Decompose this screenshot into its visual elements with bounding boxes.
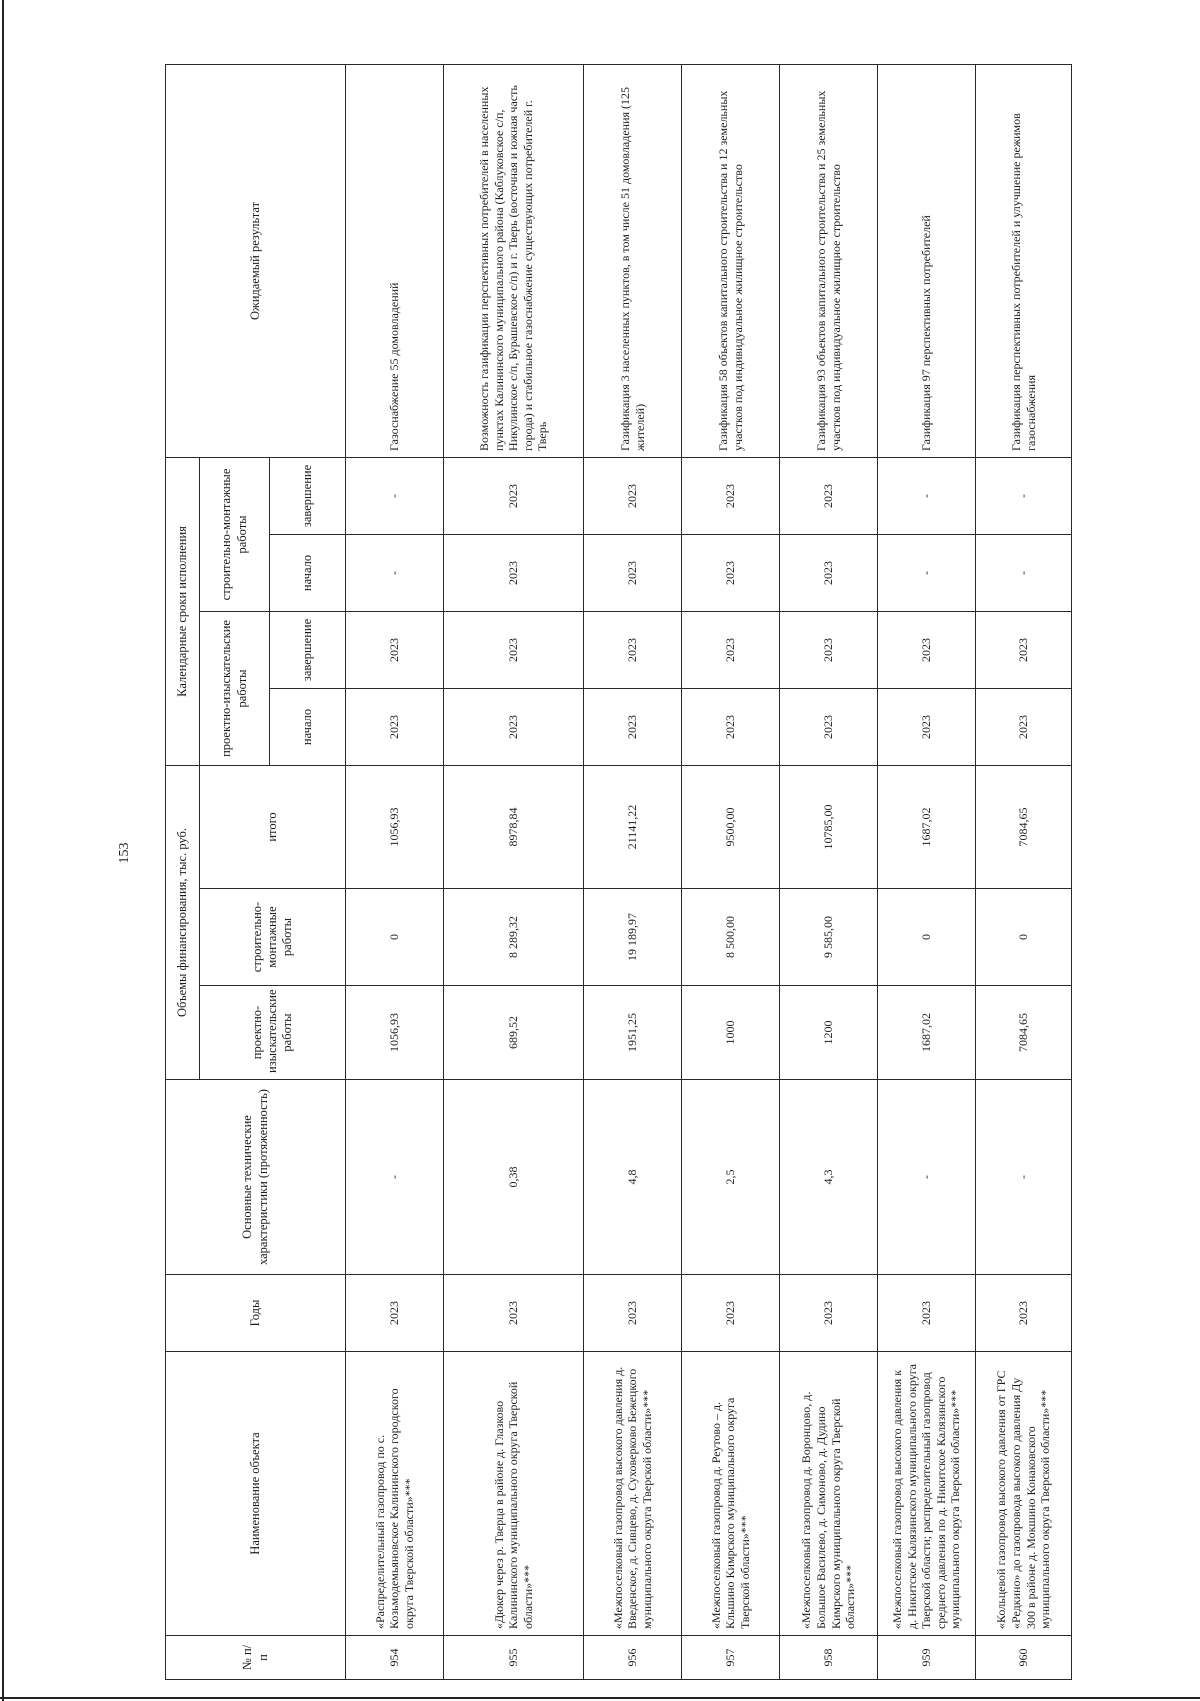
design-cost-cell: 7084,65 <box>976 986 1072 1080</box>
page-number: 153 <box>117 842 132 864</box>
header-object-name: Наименование объекта <box>166 1352 346 1636</box>
scan-edge-bottom <box>0 1697 1200 1699</box>
construction-start-cell: 2023 <box>780 534 878 611</box>
header-design-start: начало <box>270 688 346 765</box>
row-number: 954 <box>346 1636 444 1680</box>
table-row <box>878 64 976 1679</box>
spec-cell: - <box>346 1080 444 1275</box>
total-cost-cell: 9500,00 <box>682 765 780 888</box>
total-cost-cell: 8978,84 <box>444 765 584 888</box>
construction-cost-cell: 0 <box>878 889 976 986</box>
expected-result-cell: Газоснабжение 55 домовладений <box>346 64 444 457</box>
design-end-cell: 2023 <box>682 611 780 688</box>
header-calendar-schedule: Календарные сроки исполнения <box>166 457 200 765</box>
object-name: «Дюкер через р. Тверца в районе д. Глазково Калининского муниципального округа Тверской области»*** <box>444 1352 584 1636</box>
expected-result-cell: Газификация 97 перспективных потребителей <box>878 64 976 457</box>
table-row <box>444 64 584 1679</box>
construction-end-cell: - <box>878 457 976 534</box>
construction-cost-cell: 8 289,32 <box>444 889 584 986</box>
construction-start-cell: 2023 <box>584 534 682 611</box>
year-cell: 2023 <box>584 1275 682 1352</box>
expected-result-cell: Газификация 3 населенных пунктов, в том числе 51 домовладения (125 жителей) <box>584 64 682 457</box>
design-cost-cell: 1000 <box>682 986 780 1080</box>
header-num: № п/п <box>166 1636 346 1680</box>
table-row <box>584 64 682 1679</box>
construction-cost-cell: 0 <box>346 889 444 986</box>
construction-cost-cell: 8 500,00 <box>682 889 780 986</box>
construction-start-cell: 2023 <box>682 534 780 611</box>
construction-end-cell: 2023 <box>444 457 584 534</box>
construction-cost-cell: 9 585,00 <box>780 889 878 986</box>
spec-cell: 4,3 <box>780 1080 878 1275</box>
header-schedule-design-works: проектно-изыскательские работы <box>200 611 270 765</box>
header-funding-volumes: Объемы финансирования, тыс. руб. <box>166 765 200 1079</box>
row-number: 956 <box>584 1636 682 1680</box>
spec-cell: - <box>976 1080 1072 1275</box>
design-end-cell: 2023 <box>976 611 1072 688</box>
expected-result-cell: Газификация 58 объектов капитального строительства и 12 земельных участков под индивидуальное жилищное строительство <box>682 64 780 457</box>
header-construction-start: начало <box>270 534 346 611</box>
row-number: 955 <box>444 1636 584 1680</box>
construction-start-cell: 2023 <box>444 534 584 611</box>
row-number: 957 <box>682 1636 780 1680</box>
object-name: «Межпоселковый газопровод высокого давления д. Введенское, д. Сивцево, д. Суховерково Бежецкого муниципального округа Тверской области»*** <box>584 1352 682 1636</box>
spec-cell: - <box>878 1080 976 1275</box>
year-cell: 2023 <box>878 1275 976 1352</box>
total-cost-cell: 21141,22 <box>584 765 682 888</box>
object-name: «Кольцевой газопровод высокого давления от ГРС «Редкино» до газопровода высокого давления Ду 300 в районе д. Мокшино Конаковского муниципального округа Тверской области»*** <box>976 1352 1072 1636</box>
expected-result-cell: Газификация 93 объектов капитального строительства и 25 земельных участков под индивидуальное жилищное строительство <box>780 64 878 457</box>
design-end-cell: 2023 <box>444 611 584 688</box>
construction-start-cell: - <box>346 534 444 611</box>
object-name: «Распределительный газопровод по с. Козьмодемьяновское Калининского городского округа Тверской области»*** <box>346 1352 444 1636</box>
year-cell: 2023 <box>682 1275 780 1352</box>
year-cell: 2023 <box>976 1275 1072 1352</box>
table-row <box>780 64 878 1679</box>
header-funding-construction-works: строительно-монтажные работы <box>200 889 346 986</box>
expected-result-cell: Возможность газификации перспективных потребителей в населенных пунктах Калининского муниципального района (Каблуковское с/п, Никулинское с/п, Бурашевское с/п) и г. Тверь (восточная и южная часть города) и стабильное газоснабжение существующих потребителей г. Тверь <box>444 64 584 457</box>
header-years: Годы <box>166 1275 346 1352</box>
construction-start-cell: - <box>976 534 1072 611</box>
header-schedule-construction-works: строительно-монтажные работы <box>200 457 270 611</box>
row-number: 959 <box>878 1636 976 1680</box>
total-cost-cell: 10785,00 <box>780 765 878 888</box>
design-start-cell: 2023 <box>878 688 976 765</box>
design-start-cell: 2023 <box>976 688 1072 765</box>
construction-cost-cell: 19 189,97 <box>584 889 682 986</box>
year-cell: 2023 <box>444 1275 584 1352</box>
design-start-cell: 2023 <box>584 688 682 765</box>
construction-cost-cell: 0 <box>976 889 1072 986</box>
header-technical-specs: Основные технические характеристики (протяженность) <box>166 1080 346 1275</box>
expected-result-cell: Газификация перспективных потребителей и улучшение режимов газоснабжения <box>976 64 1072 457</box>
design-end-cell: 2023 <box>780 611 878 688</box>
header-funding-design-works: проектно-изыскательские работы <box>200 986 346 1080</box>
design-cost-cell: 1056,93 <box>346 986 444 1080</box>
total-cost-cell: 7084,65 <box>976 765 1072 888</box>
header-design-end: завершение <box>270 611 346 688</box>
design-start-cell: 2023 <box>444 688 584 765</box>
design-cost-cell: 689,52 <box>444 986 584 1080</box>
spec-cell: 2,5 <box>682 1080 780 1275</box>
construction-end-cell: 2023 <box>780 457 878 534</box>
construction-end-cell: 2023 <box>584 457 682 534</box>
design-cost-cell: 1951,25 <box>584 986 682 1080</box>
design-cost-cell: 1687,02 <box>878 986 976 1080</box>
object-name: «Межпоселковый газопровод д. Воронцово, д. Большое Василево, д. Симоново, д. Дудино Кимрского муниципального округа Тверской области»*** <box>780 1352 878 1636</box>
total-cost-cell: 1687,02 <box>878 765 976 888</box>
design-cost-cell: 1200 <box>780 986 878 1080</box>
design-end-cell: 2023 <box>584 611 682 688</box>
object-name: «Межпоселковый газопровод высокого давления к д. Никитское Калязинского муниципального округа Тверской области; распределительный газопровод среднего давления по д. Никитское Калязинского муниципального округа Тверской области»*** <box>878 1352 976 1636</box>
construction-end-cell: 2023 <box>682 457 780 534</box>
design-start-cell: 2023 <box>780 688 878 765</box>
table-row <box>346 64 444 1679</box>
header-funding-total: итого <box>200 765 346 888</box>
spec-cell: 0,38 <box>444 1080 584 1275</box>
design-end-cell: 2023 <box>346 611 444 688</box>
construction-end-cell: - <box>976 457 1072 534</box>
row-number: 960 <box>976 1636 1072 1680</box>
year-cell: 2023 <box>780 1275 878 1352</box>
spec-cell: 4,8 <box>584 1080 682 1275</box>
row-number: 958 <box>780 1636 878 1680</box>
construction-start-cell: - <box>878 534 976 611</box>
total-cost-cell: 1056,93 <box>346 765 444 888</box>
header-construction-end: завершение <box>270 457 346 534</box>
rotated-table-wrapper <box>165 65 1053 1680</box>
design-start-cell: 2023 <box>682 688 780 765</box>
year-cell: 2023 <box>346 1275 444 1352</box>
table-row <box>976 64 1072 1679</box>
scan-edge-left <box>2 0 4 1701</box>
construction-end-cell: - <box>346 457 444 534</box>
design-end-cell: 2023 <box>878 611 976 688</box>
design-start-cell: 2023 <box>346 688 444 765</box>
table-row <box>682 64 780 1679</box>
object-schedule-table <box>165 64 1072 1680</box>
object-name: «Межпоселковый газопровод д. Реутово – д. Кльшино Кимрского муниципального округа Тверской области»*** <box>682 1352 780 1636</box>
header-expected-result: Ожидаемый результат <box>166 64 346 457</box>
